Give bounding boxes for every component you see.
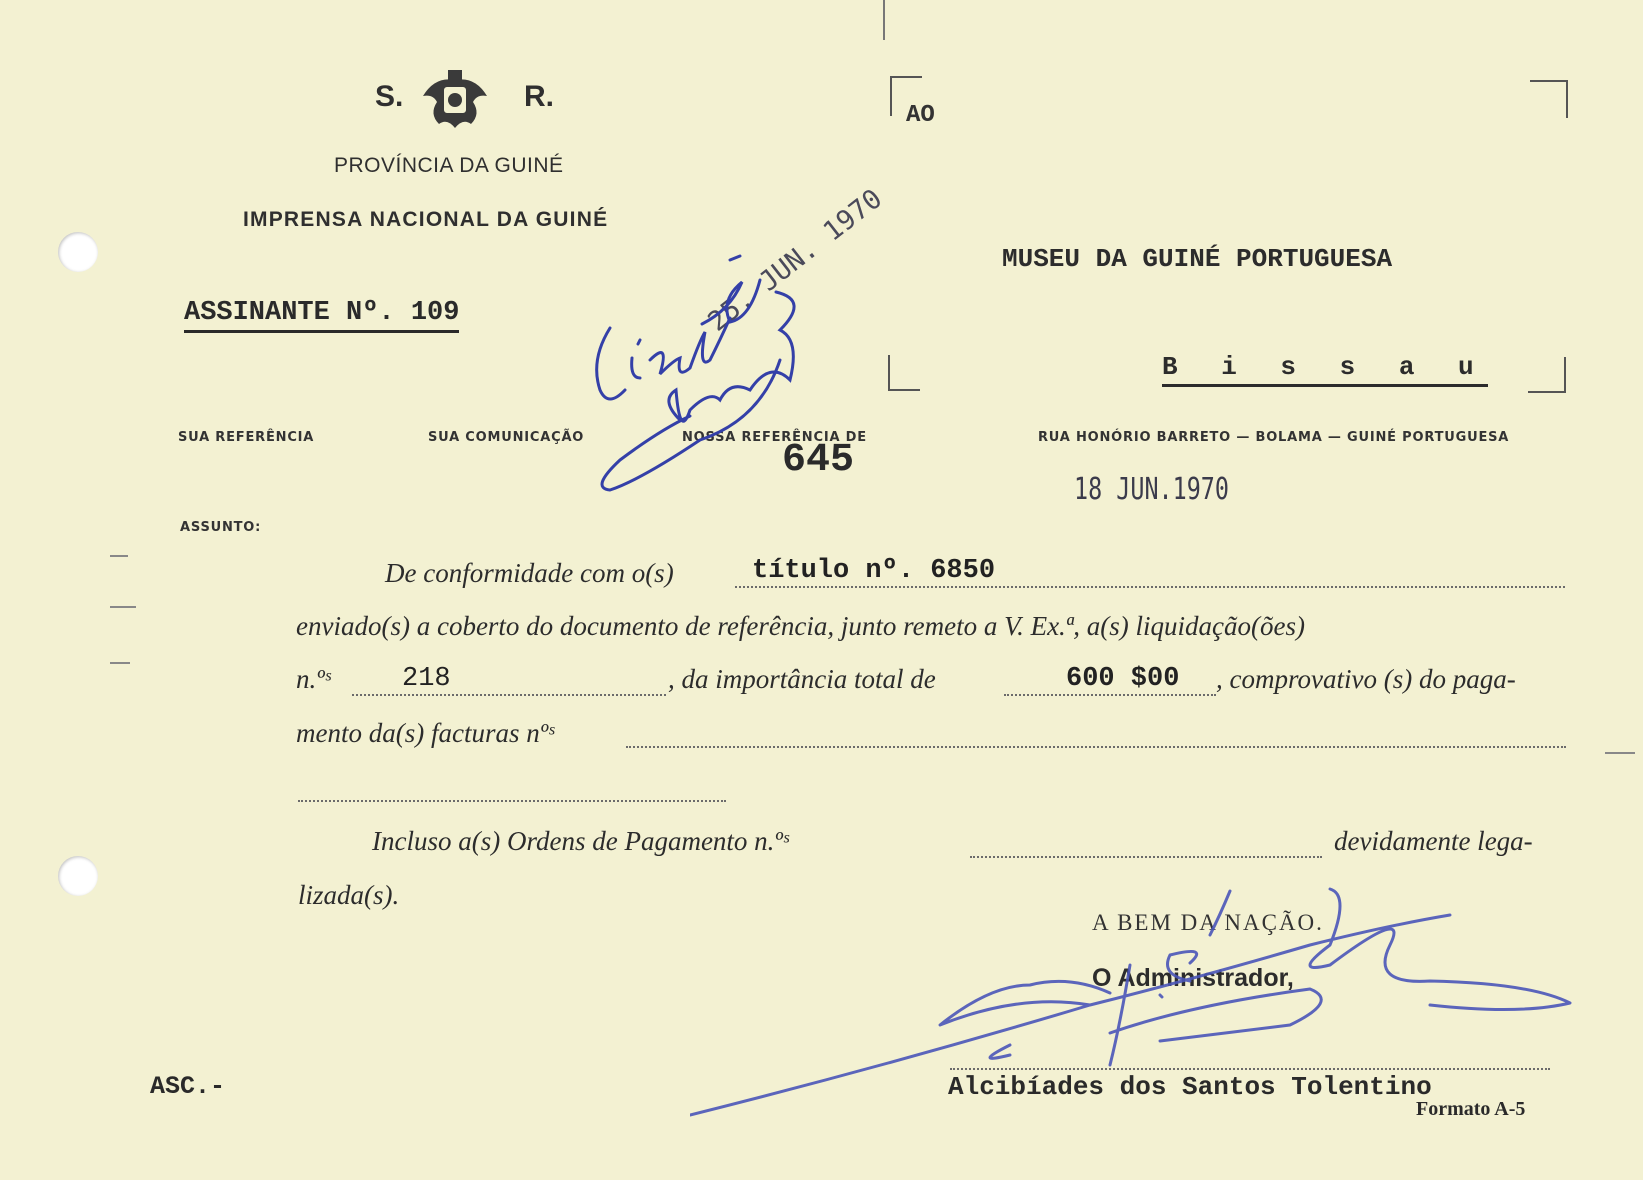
sr-right: R. [524,80,554,113]
dotted-field [735,586,1565,588]
body-line-6-suffix: devidamente lega- [1334,826,1533,856]
total-amount-value: 600 $00 [1066,664,1180,694]
body-line-3-suffix: , comprovativo (s) do paga- [1216,664,1516,694]
handwritten-ciente-signature [580,240,860,520]
dotted-field [352,694,666,696]
received-date-stamp: 25. JUN. 1970 [702,183,889,338]
dotted-field [970,856,1322,858]
address-line: RUA HONÓRIO BARRETO — BOLAMA — GUINÉ PORTUGUESA [1038,430,1510,445]
recipient-name: MUSEU DA GUINÉ PORTUGUESA [1002,244,1393,274]
coat-of-arms-icon [415,66,495,136]
margin-tick [110,662,130,664]
title-number-value: título nº. 6850 [752,556,996,586]
body-line-3-prefix: n.ºˢ [296,664,331,694]
dotted-field [298,800,726,802]
punch-hole [58,856,98,896]
dotted-field [1004,694,1216,696]
salutation: A BEM DA NAÇÃO. [1092,910,1324,935]
body-line-3-mid: , da importância total de [668,664,936,694]
body-line-6-prefix: Incluso a(s) Ordens de Pagamento n.ºˢ [372,826,789,856]
our-reference-label: NOSSA REFERÊNCIA DE [682,430,867,445]
press-heading: IMPRENSA NACIONAL DA GUINÉ [243,208,609,231]
reference-number: 645 [782,438,855,483]
margin-tick [110,555,128,557]
address-bracket-br [1528,357,1566,393]
date-stamp: 18 JUN.1970 [1074,472,1229,507]
body-line-1-prefix: De conformidade com o(s) [385,558,674,588]
recipient-city: B i s s a u [1162,352,1488,387]
your-communication-label: SUA COMUNICAÇÃO [428,430,585,445]
address-bracket-bl [888,355,920,391]
body-line-2: enviado(s) a coberto do documento de referência, junto remeto a V. Ex.ª, a(s) liquidação(ões) [296,611,1305,641]
ao-label: AO [906,102,935,129]
signatory-name: Alcibíades dos Santos Tolentino [948,1072,1432,1102]
margin-tick [1605,752,1635,754]
your-reference-label: SUA REFERÊNCIA [178,430,315,445]
asc-initials: ASC.- [150,1072,226,1101]
punch-hole [58,232,98,272]
format-label: Formato A-5 [1416,1098,1526,1120]
margin-tick [110,606,136,608]
body-line-4: mento da(s) facturas nºˢ [296,718,554,748]
liquidation-number-value: 218 [402,664,451,694]
administrator-signature [690,885,1590,1130]
fold-line [883,0,885,40]
administrator-role: O Administrador, [1092,964,1294,992]
body-line-7: lizada(s). [298,880,400,910]
address-bracket-tr [1530,80,1568,118]
sr-left: S. [375,80,404,113]
subject-label: ASSUNTO: [180,520,262,535]
province-heading: PROVÍNCIA DA GUINÉ [334,154,564,177]
subscriber-number: ASSINANTE Nº. 109 [184,298,459,333]
dotted-field [626,746,1566,748]
